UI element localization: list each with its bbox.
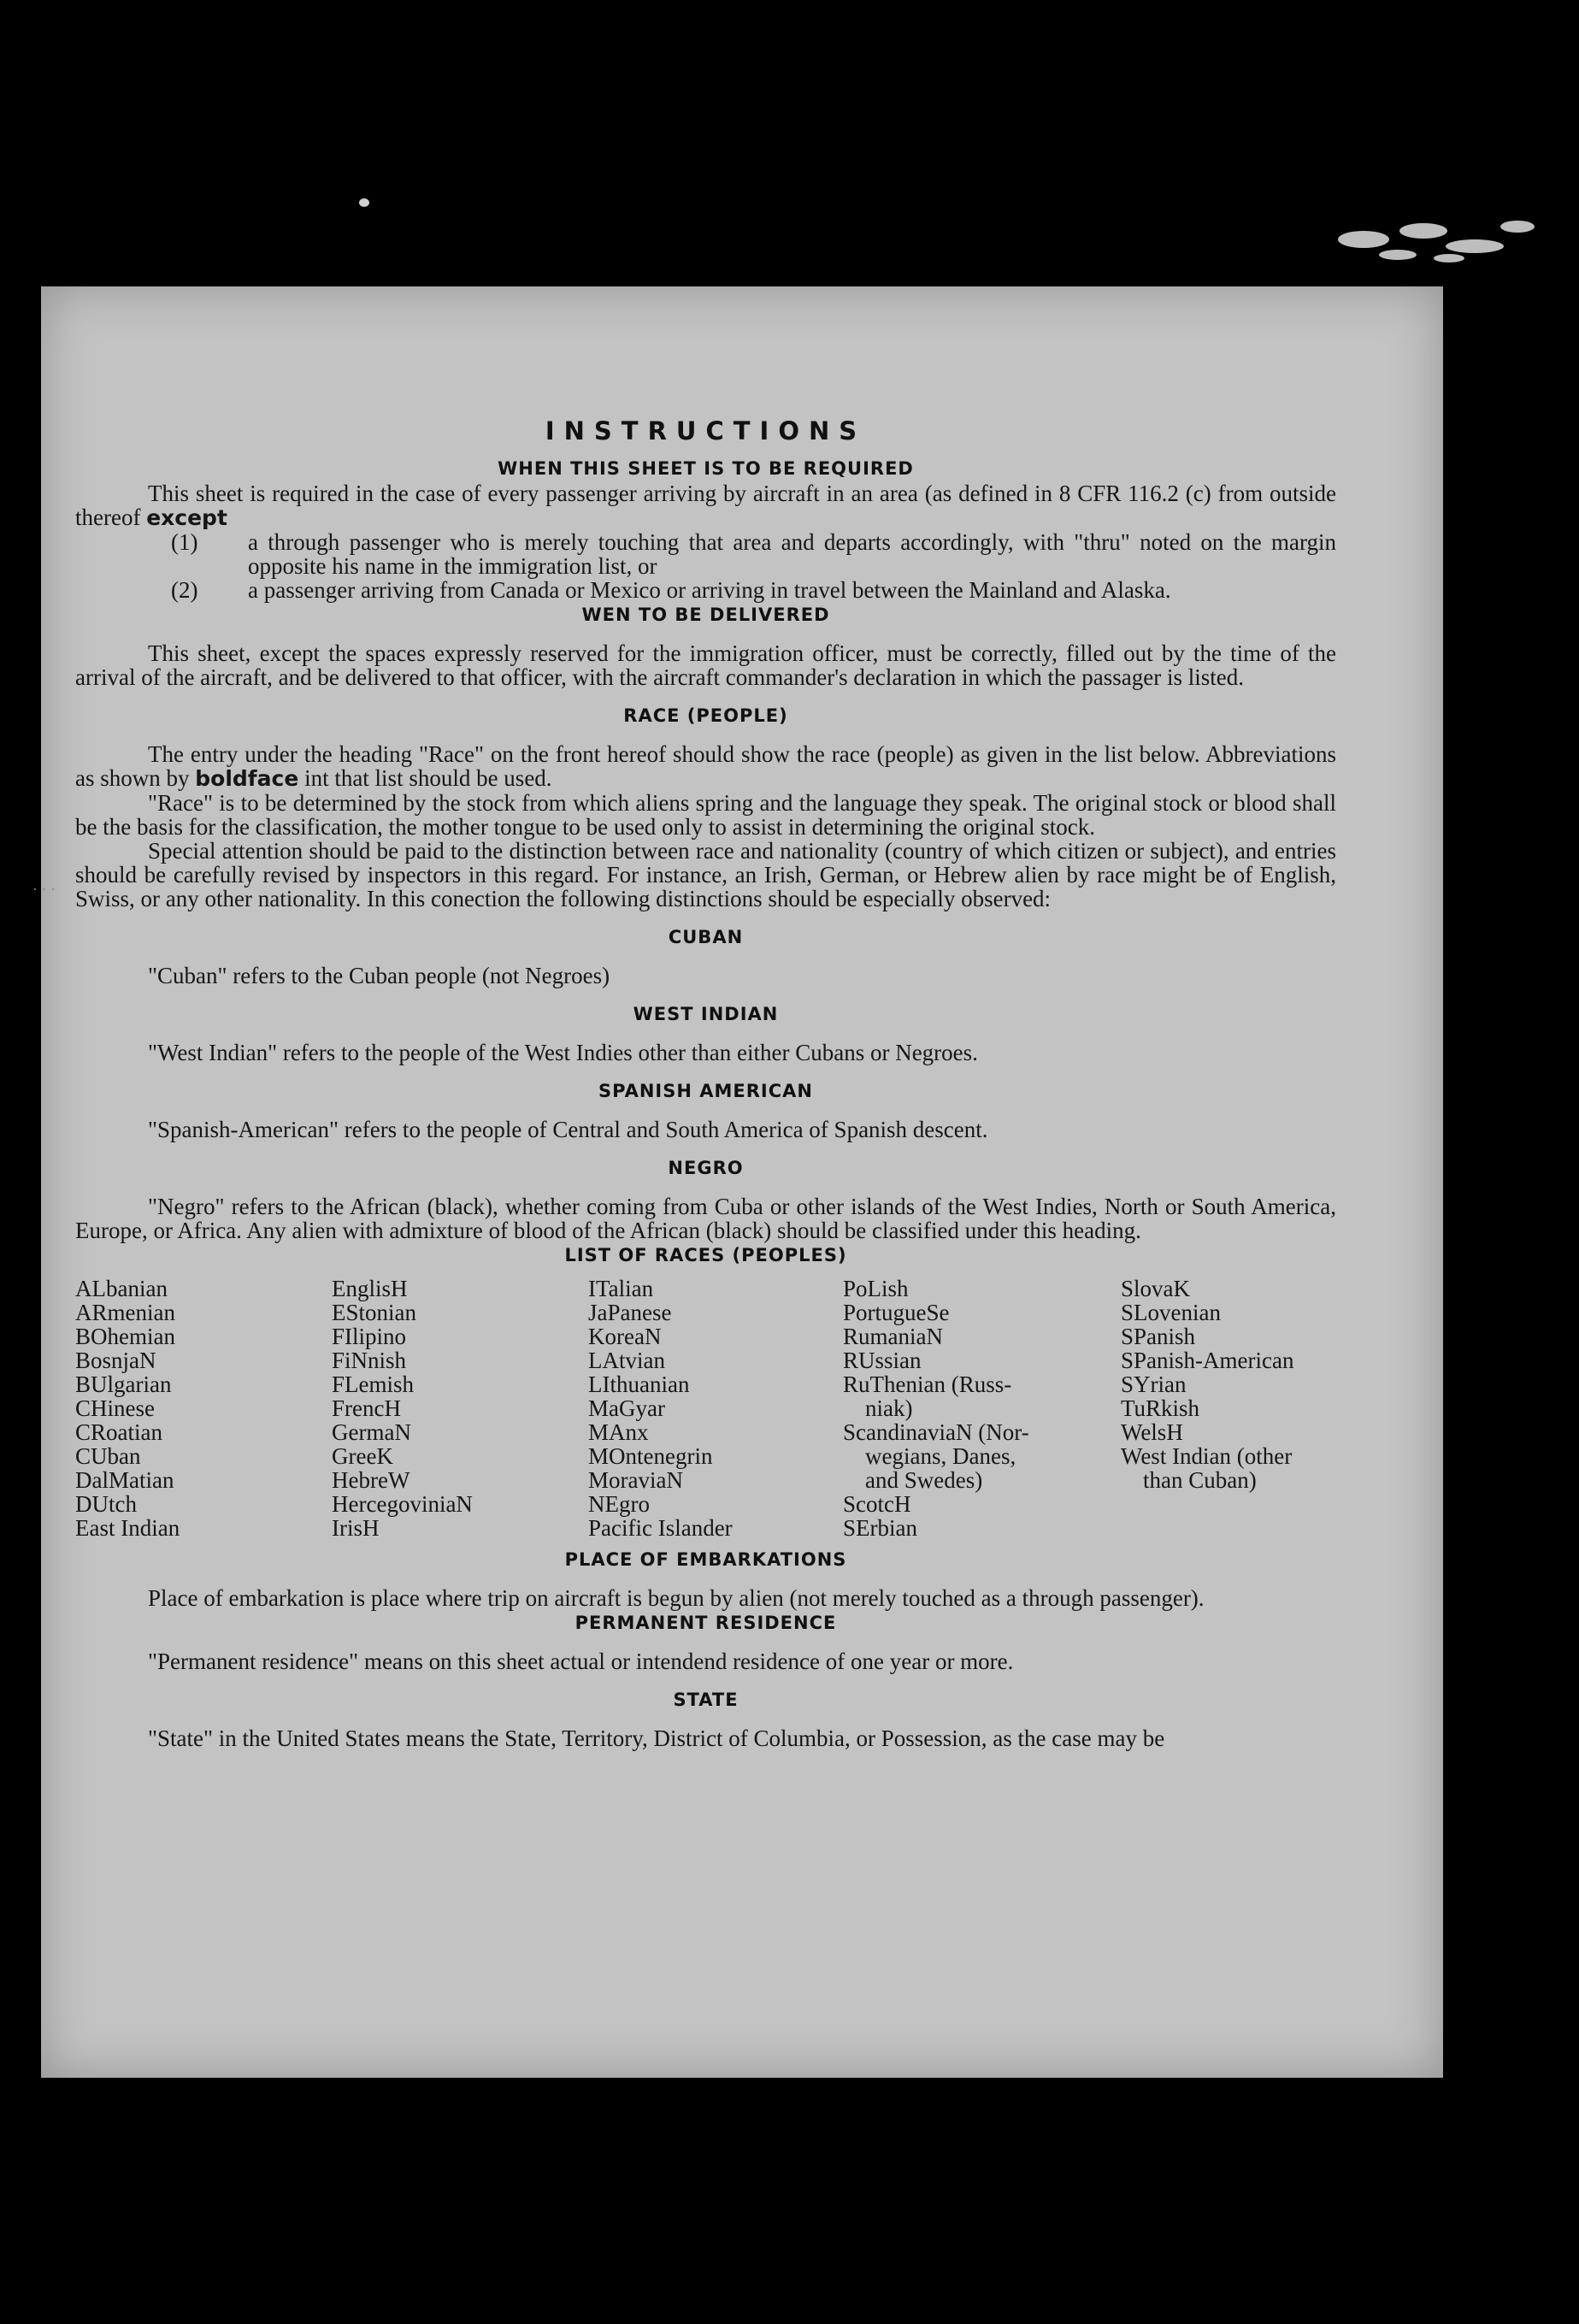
heading-west-indian: WEST INDIAN (633, 1004, 779, 1024)
race-item: CRoatian (75, 1419, 162, 1445)
exception-item-1: (1) a through passenger who is merely touching that area and departs accordingly, with "thru" noted on the margin opposite his name in the immigration list, or (171, 529, 1336, 579)
exception-item-2: (2) a passenger arriving from Canada or Mexico or arriving in travel between the Mainland and Alaska. (171, 577, 1171, 603)
race-item: WelsH (1121, 1419, 1183, 1445)
race-item: West Indian (other (1121, 1443, 1293, 1469)
heading-when-required: WHEN THIS SHEET IS TO BE REQUIRED (498, 458, 914, 479)
race-item: SLovenian (1121, 1300, 1221, 1325)
race-item: EnglisH (332, 1276, 408, 1301)
race-paragraph-3: Special attention should be paid to the distinction between race and nationality (country of which citizen or subject), and entries should be carefully revised by inspectors in this regard. For instance, an Irish, German, or Hebrew alien by race might be of English, Swiss, or any other nationality. In this conection the following distinctions should be especially observed: (75, 838, 1336, 911)
race-item: BosnjaN (75, 1348, 156, 1373)
race-item: PortugueSe (843, 1300, 950, 1325)
race-item: MoraviaN (588, 1467, 683, 1493)
race-item: SYrian (1121, 1371, 1187, 1397)
race-item: ScotcH (843, 1491, 911, 1517)
race-item: FrencH (332, 1395, 401, 1421)
race-item: PoLish (843, 1276, 909, 1301)
race-item: RUssian (843, 1348, 922, 1373)
cuban-text: "Cuban" refers to the Cuban people (not Negroes) (148, 963, 610, 988)
race-item: MaGyar (588, 1395, 665, 1421)
race-item: niak) (865, 1395, 913, 1421)
race-item: LAtvian (588, 1348, 665, 1373)
race-item: GermaN (332, 1419, 411, 1445)
race-item: FIlipino (332, 1324, 407, 1349)
race-item: East Indian (75, 1515, 180, 1541)
race-item: Pacific Islander (588, 1515, 733, 1541)
residence-text: "Permanent residence" means on this sheet actual or intendend residence of one year or more. (148, 1649, 1014, 1674)
races-list (75, 1277, 1336, 1540)
instructions-title: INSTRUCTIONS (545, 416, 867, 445)
race-item: MOntenegrin (588, 1443, 713, 1469)
scan-noise (1329, 205, 1552, 274)
races-column-3 (588, 1277, 843, 1540)
race-item: SPanish (1121, 1324, 1196, 1349)
race-item: JaPanese (588, 1300, 672, 1325)
race-item: HebreW (332, 1467, 410, 1493)
race-item: TuRkish (1121, 1395, 1200, 1421)
race-item: ScandinaviaN (Nor- (843, 1419, 1029, 1445)
heading-negro: NEGRO (668, 1158, 744, 1178)
race-item: than Cuban) (1143, 1467, 1257, 1493)
races-column-1 (75, 1277, 332, 1540)
race-item: wegians, Danes, (865, 1443, 1016, 1469)
race-item: CUban (75, 1443, 141, 1469)
heading-list-of-races: LIST OF RACES (PEOPLES) (564, 1245, 847, 1265)
races-column-2 (332, 1277, 588, 1540)
race-item: SPanish-American (1121, 1348, 1294, 1373)
spanish-american-text: "Spanish-American" refers to the people of Central and South America of Spanish descent. (148, 1117, 988, 1142)
heading-state: STATE (673, 1690, 739, 1710)
negro-text: "Negro" refers to the African (black), whether coming from Cuba or other islands of the West Indies, North or South America, Europe, or Africa. Any alien with admixture of blood of the African (black) should be classified under this heading. (75, 1194, 1336, 1243)
race-item: FLemish (332, 1371, 415, 1397)
heading-race: RACE (PEOPLE) (623, 705, 788, 726)
race-paragraph-2: "Race" is to be determined by the stock from which aliens spring and the language they speak. The original stock or blood shall be the basis for the classification, the mother tongue to be used only to assist in determining the original stock. (75, 790, 1336, 840)
race-item: IrisH (332, 1515, 380, 1541)
heading-spanish-american: SPANISH AMERICAN (598, 1081, 813, 1101)
race-item: GreeK (332, 1443, 393, 1469)
race-item: ARmenian (75, 1300, 175, 1325)
race-item: NEgro (588, 1491, 650, 1517)
races-column-4 (843, 1277, 1121, 1540)
race-item: MAnx (588, 1419, 649, 1445)
boldface-word: boldface (195, 766, 299, 791)
west-indian-text: "West Indian" refers to the people of the West Indies other than either Cubans or Negroes. (148, 1040, 978, 1065)
except-word: except (146, 505, 227, 530)
dust-speck (359, 198, 369, 207)
race-item: RuThenian (Russ- (843, 1371, 1012, 1397)
when-required-intro: This sheet is required in the case of every passenger arriving by aircraft in an area (as defined in 8 CFR 116.2 (c) from outside thereof except (75, 481, 1336, 530)
race-item: DUtch (75, 1491, 137, 1517)
race-item: DalMatian (75, 1467, 174, 1493)
heading-permanent-residence: PERMANENT RESIDENCE (574, 1613, 837, 1633)
race-item: RumaniaN (843, 1324, 943, 1349)
race-item: ALbanian (75, 1276, 168, 1301)
margin-mark: · · · (32, 881, 56, 898)
document-content (75, 416, 1336, 1750)
race-item: EStonian (332, 1300, 416, 1325)
race-item: HercegoviniaN (332, 1491, 473, 1517)
race-item: BUlgarian (75, 1371, 172, 1397)
race-item: CHinese (75, 1395, 155, 1421)
race-item: FiNnish (332, 1348, 407, 1373)
race-item: ITalian (588, 1276, 654, 1301)
race-paragraph-1: The entry under the heading "Race" on the front hereof should show the race (people) as given in the list below. Abbreviations as shown by boldface int that list should be used. (75, 741, 1336, 791)
races-column-5 (1121, 1277, 1336, 1540)
race-item: SErbian (843, 1515, 917, 1541)
race-item: BOhemian (75, 1324, 175, 1349)
race-item: LIthuanian (588, 1371, 690, 1397)
heading-when-delivered: WEN TO BE DELIVERED (581, 605, 830, 625)
heading-embarkation: PLACE OF EMBARKATIONS (564, 1549, 847, 1570)
state-text: "State" in the United States means the State, Territory, District of Columbia, or Possession, as the case may be (148, 1725, 1165, 1751)
embarkation-text: Place of embarkation is place where trip on aircraft is begun by alien (not merely touched as a through passenger). (148, 1585, 1205, 1611)
race-item: KoreaN (588, 1324, 662, 1349)
when-delivered-text: This sheet, except the spaces expressly reserved for the immigration officer, must be correctly, filled out by the time of the arrival of the aircraft, and be delivered to that officer, with the aircraft commander's declaration in which the passager is listed. (75, 640, 1336, 690)
heading-cuban: CUBAN (668, 927, 744, 947)
race-item: and Swedes) (865, 1467, 983, 1493)
race-item: SlovaK (1121, 1276, 1190, 1301)
